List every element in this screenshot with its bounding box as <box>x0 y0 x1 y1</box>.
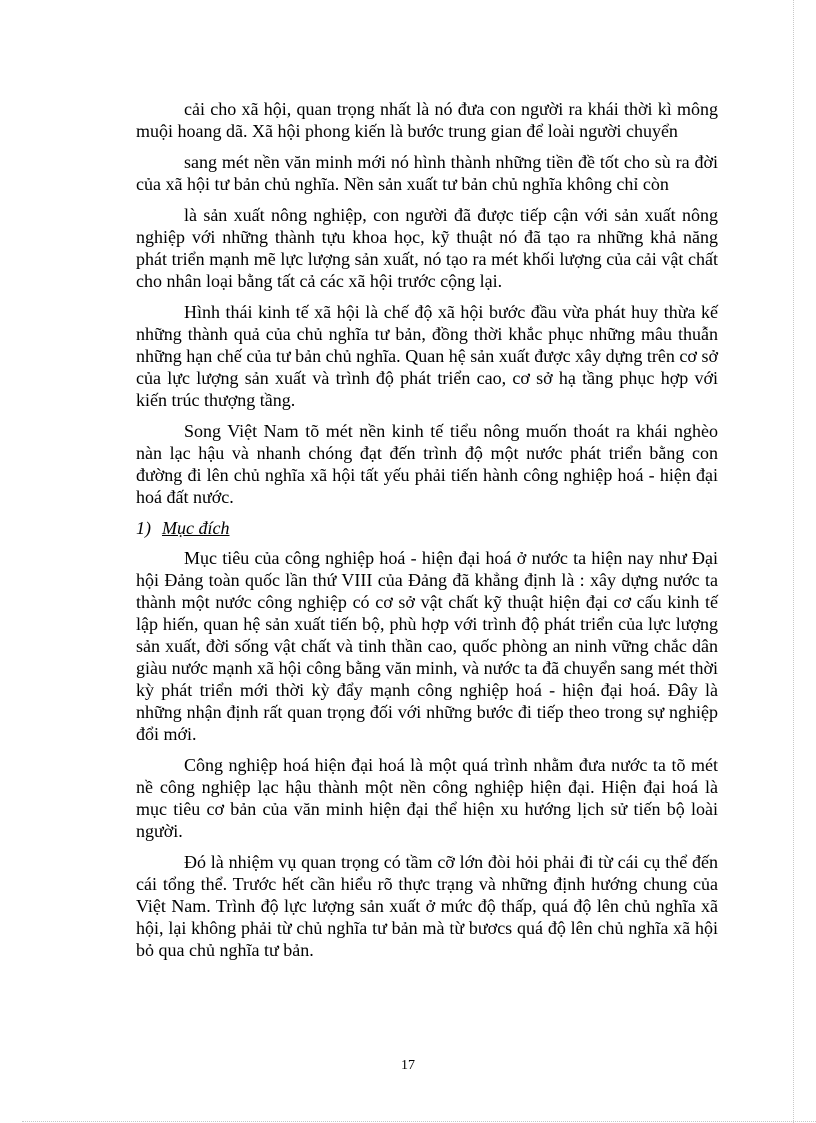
paragraph: cải cho xã hội, quan trọng nhất là nó đưa con người ra khái thời kì mông muội hoang dã. Xã hội phong kiến là bước trung gian để loài người chuyển <box>136 99 718 141</box>
page-margin-line <box>22 1121 816 1122</box>
page-body <box>136 98 718 970</box>
section-heading <box>136 517 718 539</box>
paragraph: Đó là nhiệm vụ quan trọng có tầm cỡ lớn đòi hỏi phải đi từ cái cụ thể đến cái tổng thể. Trước hết cần hiểu rõ thực trạng và những định hướng chung của Việt Nam. Trình độ lực lượng sản xuất ở mức độ thấp, quá độ lên chủ nghĩa xã hội, lại không phải từ chủ nghĩa tư bản mà từ bươcs quá độ lên chủ nghĩa xã hội bỏ qua chủ nghĩa tư bản. <box>136 852 718 960</box>
page-margin-line <box>793 0 794 1123</box>
paragraph: Song Việt Nam tõ mét nền kinh tế tiểu nông muốn thoát ra khái nghèo nàn lạc hậu và nhanh chóng đạt đến trình độ một nước phát triển bằng con đường đi lên chủ nghĩa xã hội tất yếu phải tiến hành công nghiệp hoá - hiện đại hoá đất nước. <box>136 421 718 507</box>
section-title: Mục đích <box>162 518 230 538</box>
paragraph: Mục tiêu của công nghiệp hoá - hiện đại hoá ở nước ta hiện nay như Đại hội Đảng toàn quốc lần thứ VIII của Đảng đã khẳng định là : xây dựng nước ta thành một nước công nghiệp có cơ sở vật chất kỹ thuật hiện đại cơ cấu kinh tế lập hiến, quan hệ sản xuất tiến bộ, phù hợp với trình độ phát triển của lực lượng sản xuất, đời sống vật chất và tinh thần cao, quốc phòng an ninh vững chắc dân giàu nước mạnh xã hội công bằng văn minh, và nước ta đã chuyển sang mét thời kỳ phát triển mới thời kỳ đẩy mạnh công nghiệp hoá - hiện đại hoá. Đây là những nhận định rất quan trọng đối với những bước đi tiếp theo trong sự nghiệp đổi mới. <box>136 548 718 744</box>
section-number: 1) <box>136 518 151 538</box>
paragraph: là sản xuất nông nghiệp, con người đã được tiếp cận với sản xuất nông nghiệp với những thành tựu khoa học, kỹ thuật nó đã tạo ra những khả năng phát triển mạnh mẽ lực lượng sản xuất, nó tạo ra mét khối lượng của cải vật chất cho nhân loại bằng tất cả các xã hội trước cộng lại. <box>136 205 718 291</box>
page-number: 17 <box>401 1058 415 1073</box>
paragraph: sang mét nền văn minh mới nó hình thành những tiền đề tốt cho sù ra đời của xã hội tư bản chủ nghĩa. Nền sản xuất tư bản chủ nghĩa không chỉ còn <box>136 152 718 194</box>
paragraph: Hình thái kinh tế xã hội là chế độ xã hội bước đầu vừa phát huy thừa kế những thành quả của chủ nghĩa tư bản, đồng thời khắc phục những mâu thuẫn những hạn chế của tư bản chủ nghĩa. Quan hệ sản xuất được xây dựng trên cơ sở của lực lượng sản xuất và trình độ phát triển cao, cơ sở hạ tầng phục hợp với kiến trúc thượng tầng. <box>136 302 718 410</box>
paragraph: Công nghiệp hoá hiện đại hoá là một quá trình nhằm đưa nước ta tõ mét nề công nghiệp lạc hậu thành một nền công nghiệp hiện đại. Hiện đại hoá là mục tiêu cơ bản của văn minh hiện đại thể hiện xu hướng lịch sử tiến bộ loài người. <box>136 755 718 841</box>
